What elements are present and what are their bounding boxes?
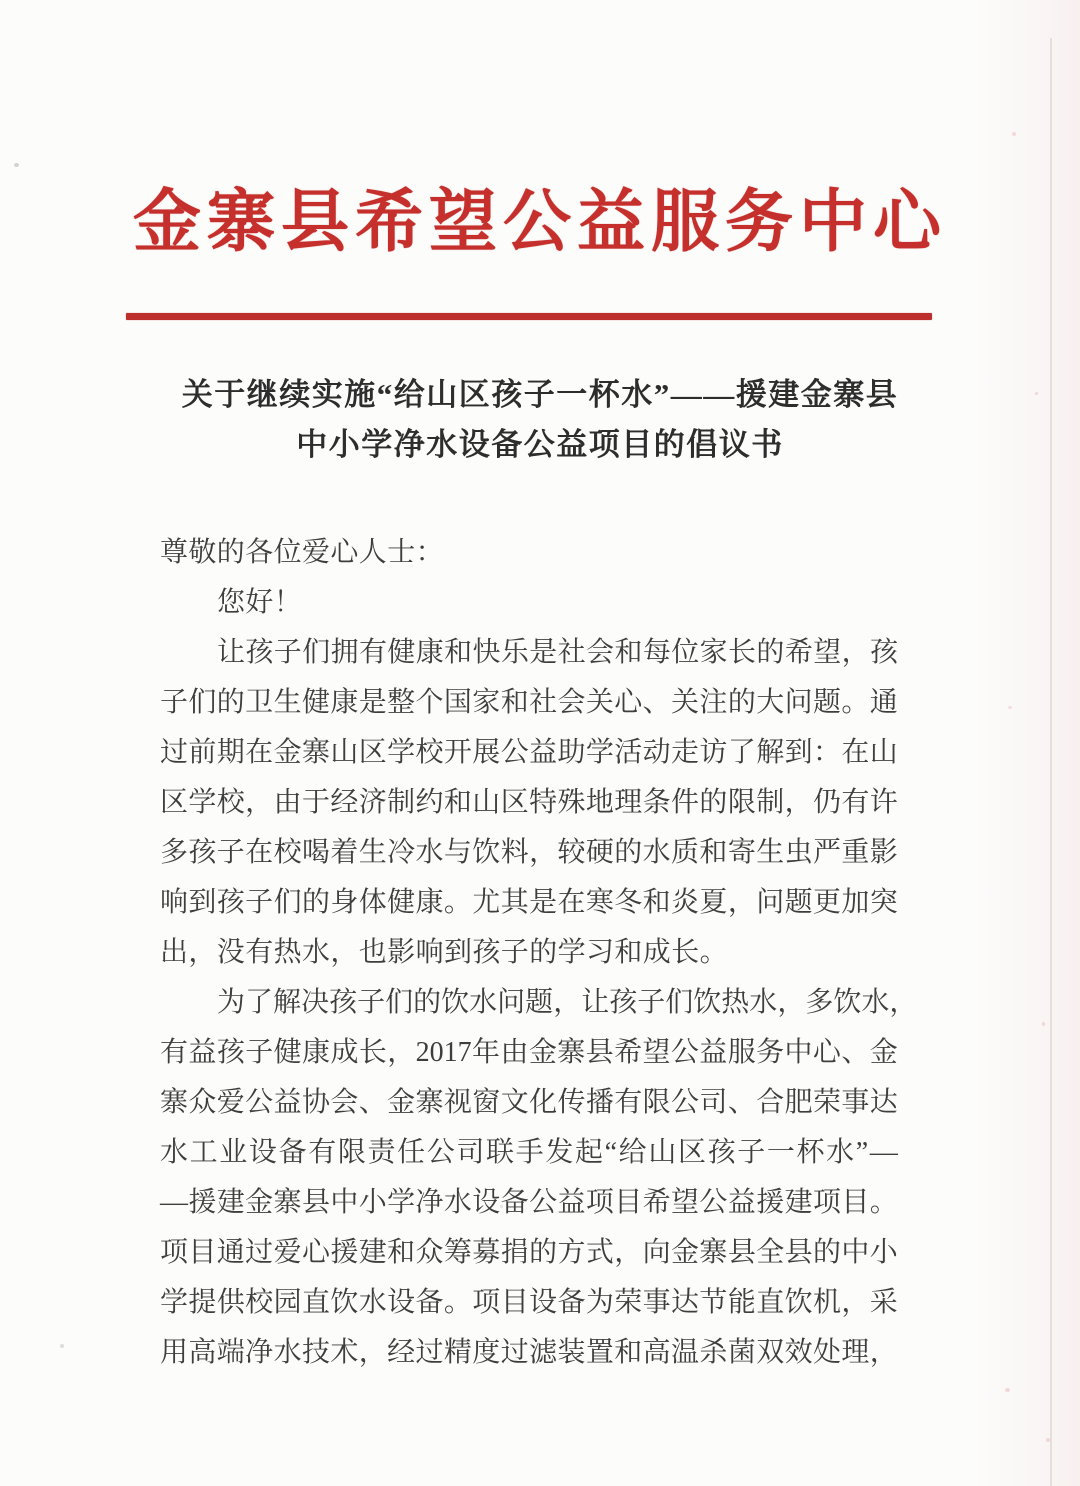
body-line: 子 们 的 卫 生 健 康 是 整 个 国 家 和 社 会 关 心 、 关 注 的 大 问 题 。 通 xyxy=(160,687,898,718)
letterhead-divider-rule xyxy=(126,313,932,320)
body-line: 有 益 孩 子 健 康 成 长 ， 2017 年 由 金 寨 县 希 望 公 益 服 务 中 心 、 金 xyxy=(160,1037,898,1068)
body-line: 响 到 孩 子 们 的 身 体 健 康 。 尤 其 是 在 寒 冬 和 炎 夏 ， 问 题 更 加 突 xyxy=(160,887,898,918)
body-line: 为 了 解 决 孩 子 们 的 饮 水 问 题 ， 让 孩 子 们 饮 热 水 ， 多 饮 水 ， xyxy=(217,987,918,1018)
body-line: — 援 建 金 寨 县 中 小 学 净 水 设 备 公 益 项 目 希 望 公 益 援 建 项 目 。 xyxy=(160,1187,898,1218)
body-line: 学 提 供 校 园 直 饮 水 设 备 。 项 目 设 备 为 荣 事 达 节 能 直 饮 机 ， 采 xyxy=(160,1287,898,1318)
body-line: 过 前 期 在 金 寨 山 区 学 校 开 展 公 益 助 学 活 动 走 访 了 解 到 ： 在 山 xyxy=(160,737,898,768)
body-line: 水 工 业 设 备 有 限 责 任 公 司 联 手 发 起 “ 给 山 区 孩 子 一 杯 水 ” — xyxy=(160,1137,898,1168)
body-line: 多 孩 子 在 校 喝 着 生 冷 水 与 饮 料 ， 较 硬 的 水 质 和 寄 生 虫 严 重 影 xyxy=(160,837,898,868)
scan-speck xyxy=(14,163,19,167)
scan-speck xyxy=(1035,392,1038,395)
document-title-line-2: 中小学净水设备公益项目的倡议书 xyxy=(296,427,784,462)
body-line: 寨 众 爱 公 益 协 会 、 金 寨 视 窗 文 化 传 播 有 限 公 司 、 合 肥 荣 事 达 xyxy=(160,1087,898,1118)
body-line: 区 学 校 ， 由 于 经 济 制 约 和 山 区 特 殊 地 理 条 件 的 限 制 ， 仍 有 许 xyxy=(160,787,898,818)
scan-speck xyxy=(500,1205,503,1208)
scan-speck xyxy=(1008,706,1012,709)
scan-speck xyxy=(1005,1388,1010,1392)
document-title xyxy=(0,370,1080,470)
document-body xyxy=(160,528,918,1378)
scan-crease-line xyxy=(1050,38,1052,1486)
body-line: 让 孩 子 们 拥 有 健 康 和 快 乐 是 社 会 和 每 位 家 长 的 希 望 ， 孩 xyxy=(217,637,898,668)
letterhead-org-name: 金寨县希望公益服务中心 xyxy=(132,184,947,260)
body-line: 您好！ xyxy=(217,587,303,618)
body-line: 项 目 通 过 爱 心 援 建 和 众 筹 募 捐 的 方 式 ， 向 金 寨 县 全 县 的 中 小 xyxy=(160,1237,898,1268)
document-title-line-1: 关于继续实施“给山区孩子一杯水”——援建金寨县 xyxy=(181,377,899,412)
body-line: 用 高 端 净 水 技 术 ， 经 过 精 度 过 滤 装 置 和 高 温 杀 菌 双 效 处 理 ， xyxy=(160,1337,898,1368)
scan-speck xyxy=(1042,1022,1045,1026)
body-line: 出，没有热水，也影响到孩子的学习和成长。 xyxy=(160,937,729,968)
scan-speck xyxy=(60,1344,64,1348)
scan-speck xyxy=(1046,1438,1050,1442)
scan-speck xyxy=(1012,132,1016,136)
body-line: 尊敬的各位爱心人士： xyxy=(160,537,445,568)
